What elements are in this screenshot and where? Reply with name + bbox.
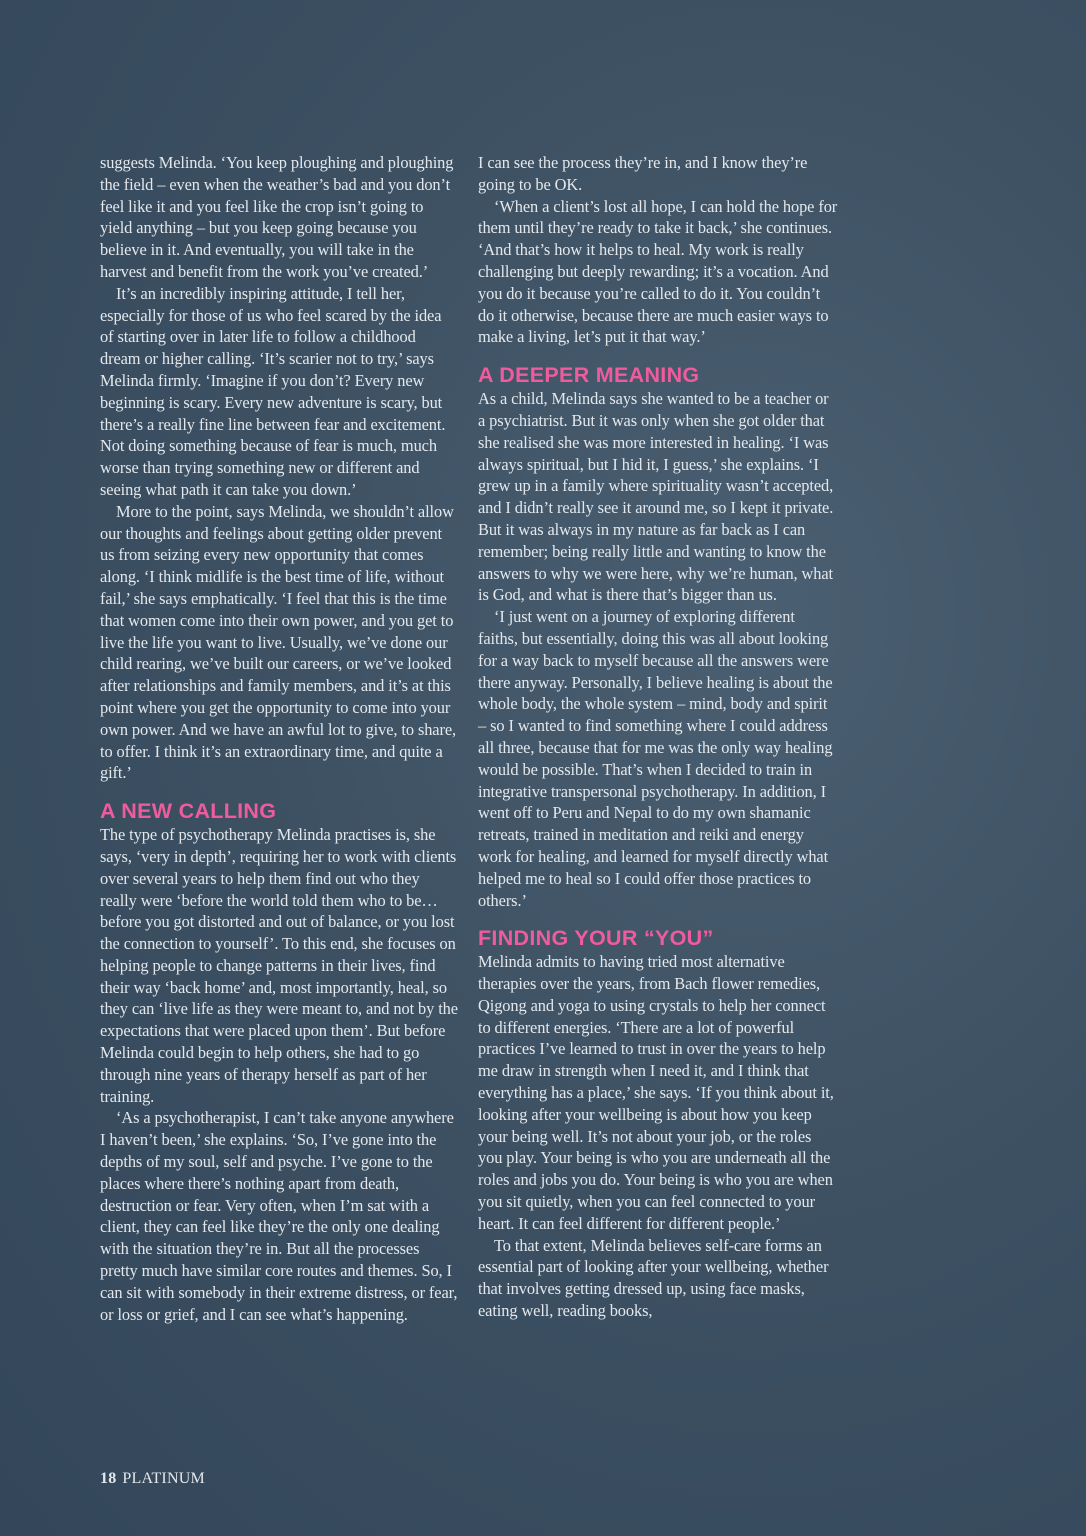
page-footer: [100, 1470, 205, 1488]
section-heading: A NEW CALLING: [100, 799, 277, 824]
page-number: 18: [100, 1470, 117, 1487]
paragraph: I can see the process they’re in, and I know they’re going to be OK.: [478, 153, 808, 194]
paragraph: ‘When a client’s lost all hope, I can hold the hope for them until they’re ready to take it back,’ she continues. ‘And that’s how it helps to heal. My work is really challenging but deeply rewarding; it’s a vocation. And you do it because you’re called to do it. You couldn’t do it otherwise, because there are much easier ways to make a living, let’s put it that way.’: [478, 196, 838, 347]
paragraph: As a child, Melinda says she wanted to be a teacher or a psychiatrist. But it was only when she got older that she realised she was more interested in healing. ‘I was always spiritual, but I hid it, I guess,’ she explains. ‘I grew up in a family where spirituality wasn’t accepted, and I didn’t really see it around me, so I kept it private. But it was always in my nature as far back as I can remember; being really little and wanting to know the answers to why we were here, why we’re human, what is God, and what is there that’s bigger than us.: [478, 389, 834, 605]
section-heading: FINDING YOUR “YOU”: [478, 926, 714, 951]
paragraph: suggests Melinda. ‘You keep ploughing and ploughing the field – even when the weather’s bad and you don’t feel like it and you feel like the crop isn’t going to yield anything – but you keep going because you believe in it. And eventually, you will take in the harvest and benefit from the work you’ve created.’: [100, 153, 454, 281]
paragraph: To that extent, Melinda believes self-care forms an essential part of looking after your wellbeing, whether that involves getting dressed up, using face masks, eating well, reading books,: [478, 1235, 829, 1321]
section-heading: A DEEPER MEANING: [478, 363, 700, 388]
magazine-name: PLATINUM: [122, 1470, 205, 1487]
paragraph: ‘I just went on a journey of exploring different faiths, but essentially, doing this was all about looking for a way back to myself because all the answers were there anyway. Personally, I believe healing is about the whole body, the whole system – mind, body and spirit – so I wanted to find something where I could address all three, because that for me was the only way healing would be possible. That’s when I decided to train in integrative transpersonal psychotherapy. In addition, I went off to Peru and Nepal to do my own shamanic retreats, trained in meditation and reiki and energy work for healing, and learned for myself directly what helped me to heal so I could offer those practices to others.’: [478, 607, 833, 910]
paragraph: More to the point, says Melinda, we shouldn’t allow our thoughts and feelings about getting older prevent us from seizing every new opportunity that comes along. ‘I think midlife is the best time of life, without fail,’ she says emphatically. ‘I feel that this is the time that women come into their own power, and you get to live the life you want to live. Usually, we’ve done our child rearing, we’ve built our careers, or we’ve looked after relationships and family members, and it’s at this point where you get the opportunity to come into your own power. And we have an awful lot to give, to share, to offer. I think it’s an extraordinary time, and quite a gift.’: [100, 501, 457, 783]
right-column: [478, 152, 838, 1322]
left-column: [100, 152, 458, 1325]
paragraph: The type of psychotherapy Melinda practises is, she says, ‘very in depth’, requiring her to work with clients over several years to help them find out who they really were ‘before the world told them who to be… before you got distorted and out of balance, or you lost the connection to yourself’. To this end, she focuses on helping people to change patterns in their lives, find their way ‘back home’ and, most importantly, heal, so they can ‘live life as they were meant to, and not by the expectations that were placed upon them’. But before Melinda could begin to help others, she had to go through nine years of therapy herself as part of her training.: [100, 825, 458, 1106]
paragraph: It’s an incredibly inspiring attitude, I tell her, especially for those of us who feel scared by the idea of starting over in later life to follow a childhood dream or higher calling. ‘It’s scarier not to try,’ says Melinda firmly. ‘Imagine if you don’t? Every new beginning is scary. Every new adventure is scary, but there’s a really fine line between fear and excitement. Not doing something because of fear is much, much worse than trying something new or different and seeing what path it can take you down.’: [100, 283, 446, 499]
paragraph: ‘As a psychotherapist, I can’t take anyone anywhere I haven’t been,’ she explains. ‘So, I’ve gone into the depths of my soul, self and psyche. I’ve gone to the places where there’s nothing apart from death, destruction or fear. Very often, when I’m sat with a client, they can feel like they’re the only one dealing with the situation they’re in. But all the processes pretty much have similar core routes and themes. So, I can sit with somebody in their extreme distress, or fear, or loss or grief, and I can see what’s happening.: [100, 1108, 458, 1324]
paragraph: Melinda admits to having tried most alternative therapies over the years, from Bach flower remedies, Qigong and yoga to using crystals to help her connect to different energies. ‘There are a lot of powerful practices I’ve learned to trust in over the years to help me draw in strength when I need it, and I think that everything has a place,’ she says. ‘If you think about it, looking after your wellbeing is about how you keep your being well. It’s not about your job, or the roles you play. Your being is who you are underneath all the roles and jobs you do. Your being is who you are when you sit quietly, when you can feel connected to your heart. It can feel different for different people.’: [478, 952, 834, 1233]
